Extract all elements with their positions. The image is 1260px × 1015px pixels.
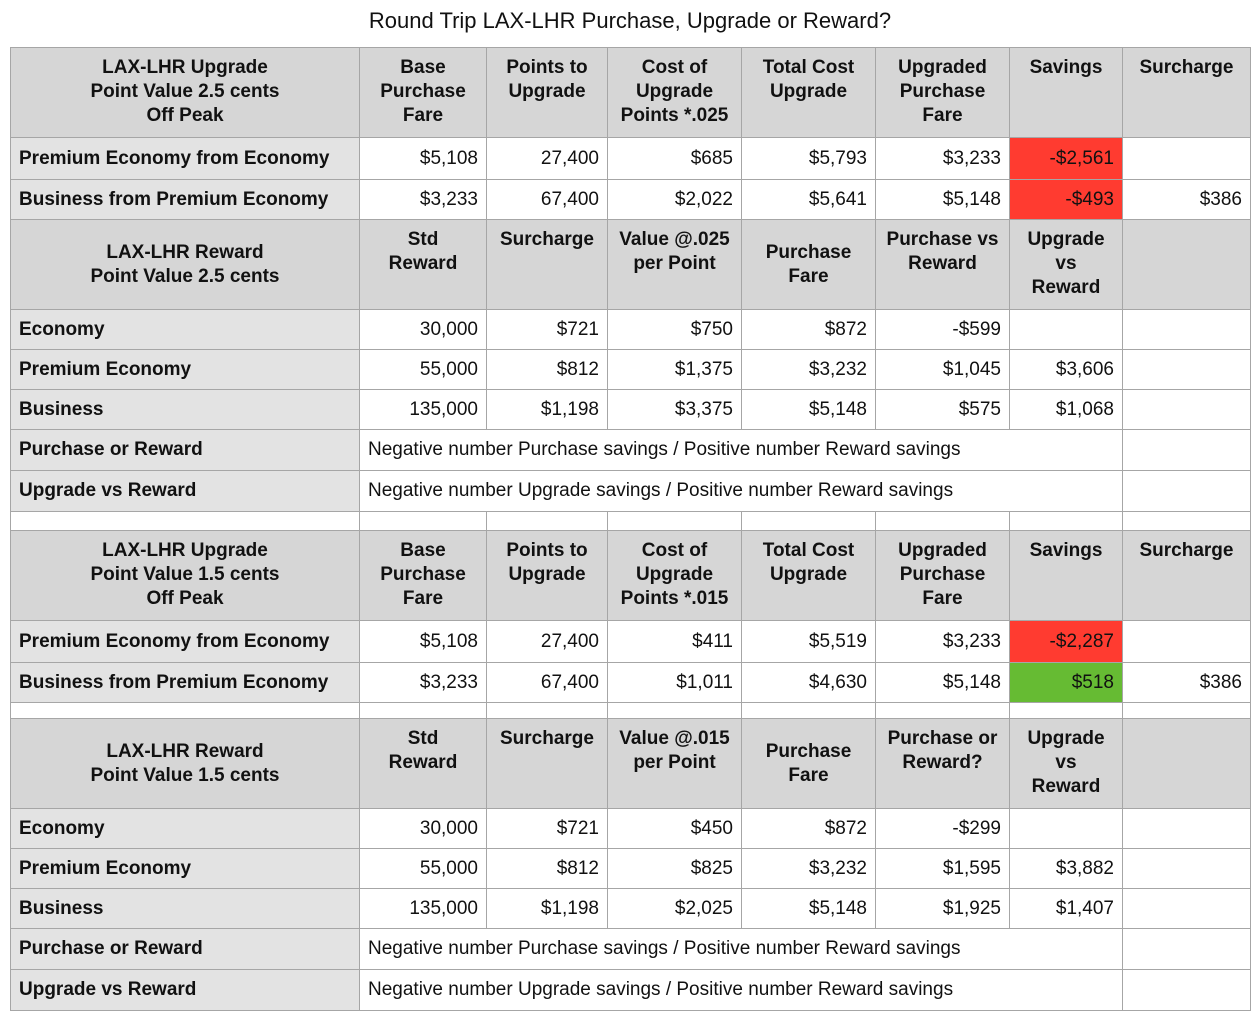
- value-cell: $685: [608, 138, 742, 180]
- value-cell: [1123, 621, 1251, 663]
- value-cell: $1,198: [487, 889, 608, 929]
- header-line: Off Peak: [146, 105, 224, 126]
- spacer-cell: [608, 703, 742, 719]
- fare-comparison-table: [10, 47, 1251, 1011]
- section-header-row: [11, 719, 1251, 809]
- row-label: Business: [11, 390, 360, 430]
- value-cell: [1123, 350, 1251, 390]
- header-line: Upgrade: [635, 564, 714, 585]
- table-row: [11, 138, 1251, 180]
- blank-cell: [1123, 929, 1251, 970]
- header-line: Points to: [506, 540, 588, 561]
- section-header-row: [11, 220, 1251, 310]
- header-line: Points *.015: [620, 588, 729, 609]
- row-label: Premium Economy from Economy: [11, 621, 360, 663]
- table-row: [11, 390, 1251, 430]
- spacer-cell: [360, 703, 487, 719]
- header-line: Surcharge: [1139, 57, 1234, 78]
- value-cell: $3,606: [1010, 350, 1123, 390]
- column-header: [1010, 48, 1123, 138]
- header-line: vs: [1055, 253, 1077, 274]
- value-cell: $5,148: [742, 889, 876, 929]
- column-header: [1123, 719, 1251, 809]
- value-cell: $5,148: [742, 390, 876, 430]
- column-header: [1123, 220, 1251, 310]
- column-header: [360, 531, 487, 621]
- note-row: [11, 970, 1251, 1011]
- column-header: [876, 48, 1010, 138]
- header-line: Upgraded: [898, 57, 987, 78]
- table-row: [11, 180, 1251, 220]
- column-header: [360, 220, 487, 310]
- blank-cell: [1123, 430, 1251, 471]
- header-line: per Point: [633, 253, 716, 274]
- header-line: LAX-LHR Upgrade: [102, 57, 268, 78]
- header-line: Off Peak: [146, 588, 224, 609]
- header-line: Fare: [402, 588, 444, 609]
- value-cell: 135,000: [360, 889, 487, 929]
- value-cell: 30,000: [360, 809, 487, 849]
- value-cell: 55,000: [360, 849, 487, 889]
- value-cell: [1123, 889, 1251, 929]
- header-line: Reward: [388, 253, 458, 274]
- blank-cell: [1123, 970, 1251, 1011]
- column-header: [360, 719, 487, 809]
- value-cell: $5,641: [742, 180, 876, 220]
- value-cell: $411: [608, 621, 742, 663]
- header-line: Point Value 1.5 cents: [90, 564, 280, 585]
- header-line: Upgraded: [898, 540, 987, 561]
- table-row: [11, 809, 1251, 849]
- row-label: Premium Economy: [11, 849, 360, 889]
- spacer-cell: [742, 703, 876, 719]
- value-cell: 27,400: [487, 138, 608, 180]
- spacer-cell: [742, 512, 876, 531]
- value-cell: 27,400: [487, 621, 608, 663]
- header-line: LAX-LHR Upgrade: [102, 540, 268, 561]
- header-line: Base: [400, 57, 446, 78]
- spacer-cell: [11, 512, 360, 531]
- value-cell: $1,595: [876, 849, 1010, 889]
- header-line: Base: [400, 540, 446, 561]
- column-header: [742, 220, 876, 310]
- header-line: Upgrade: [769, 564, 848, 585]
- header-line: Value @.025: [619, 229, 730, 250]
- value-cell: $575: [876, 390, 1010, 430]
- value-cell: $1,011: [608, 663, 742, 703]
- header-line: Purchase: [380, 81, 466, 102]
- value-cell: [1010, 310, 1123, 350]
- note-label: Upgrade vs Reward: [11, 970, 360, 1011]
- header-line: Reward: [1031, 776, 1101, 797]
- value-cell: $386: [1123, 663, 1251, 703]
- value-cell: $5,108: [360, 138, 487, 180]
- column-header: [487, 220, 608, 310]
- value-cell: 135,000: [360, 390, 487, 430]
- header-line: Std: [407, 229, 439, 250]
- row-label: Economy: [11, 310, 360, 350]
- value-cell: $721: [487, 310, 608, 350]
- header-line: Point Value 2.5 cents: [90, 265, 280, 287]
- value-cell: $1,198: [487, 390, 608, 430]
- header-line: Purchase: [899, 81, 986, 102]
- column-header: [1010, 220, 1123, 310]
- row-label: Premium Economy from Economy: [11, 138, 360, 180]
- value-cell: [1123, 310, 1251, 350]
- header-line: Points to: [506, 57, 588, 78]
- header-line: Reward: [388, 752, 458, 773]
- note-row: [11, 471, 1251, 512]
- header-line: Upgrade: [1027, 229, 1105, 250]
- header-line: Upgrade: [508, 564, 586, 585]
- header-line: Point Value 2.5 cents: [90, 81, 280, 102]
- spacer-cell: [360, 512, 487, 531]
- spacer-cell: [608, 512, 742, 531]
- page-title: Round Trip LAX-LHR Purchase, Upgrade or Reward?: [368, 8, 892, 33]
- value-cell: $721: [487, 809, 608, 849]
- header-line: Points *.025: [620, 105, 729, 126]
- spacer-cell: [487, 512, 608, 531]
- value-cell: $3,233: [360, 663, 487, 703]
- header-line: vs: [1055, 752, 1077, 773]
- spacer-cell: [487, 703, 608, 719]
- header-line: Fare: [788, 265, 829, 287]
- row-label: Business: [11, 889, 360, 929]
- row-label: Premium Economy: [11, 350, 360, 390]
- spacer-cell: [11, 703, 360, 719]
- value-cell: $5,148: [876, 180, 1010, 220]
- note-label: Purchase or Reward: [11, 929, 360, 970]
- value-cell: $3,232: [742, 849, 876, 889]
- header-line: Surcharge: [500, 229, 594, 250]
- header-line: Purchase: [899, 564, 986, 585]
- value-cell: $1,068: [1010, 390, 1123, 430]
- value-cell: $1,407: [1010, 889, 1123, 929]
- value-cell: $3,375: [608, 390, 742, 430]
- note-row: [11, 929, 1251, 970]
- value-cell: $3,233: [876, 138, 1010, 180]
- value-cell: [1123, 849, 1251, 889]
- value-cell: $5,793: [742, 138, 876, 180]
- value-cell: $450: [608, 809, 742, 849]
- table-row: [11, 621, 1251, 663]
- spacer-row: [11, 703, 1251, 719]
- note-row: [11, 430, 1251, 471]
- column-header: [742, 48, 876, 138]
- column-header: [1010, 531, 1123, 621]
- column-header: [608, 48, 742, 138]
- value-cell: $5,519: [742, 621, 876, 663]
- savings-cell: -$2,287: [1010, 621, 1123, 663]
- header-line: Purchase: [765, 241, 852, 263]
- value-cell: -$299: [876, 809, 1010, 849]
- value-cell: $2,025: [608, 889, 742, 929]
- header-line: Point Value 1.5 cents: [90, 764, 280, 786]
- savings-cell: -$2,561: [1010, 138, 1123, 180]
- spacer-cell: [1010, 703, 1123, 719]
- column-header: [1123, 531, 1251, 621]
- value-cell: $3,232: [742, 350, 876, 390]
- table-row: [11, 889, 1251, 929]
- savings-cell: $518: [1010, 663, 1123, 703]
- header-line: Fare: [788, 764, 829, 786]
- value-cell: $3,233: [360, 180, 487, 220]
- column-header: [876, 719, 1010, 809]
- note-text: Negative number Upgrade savings / Positive number Reward savings: [360, 471, 1123, 512]
- header-line: Upgrade: [1027, 728, 1105, 749]
- header-line: Fare: [402, 105, 444, 126]
- value-cell: [1123, 390, 1251, 430]
- column-header: [487, 531, 608, 621]
- section-title-header: [11, 48, 360, 138]
- value-cell: $750: [608, 310, 742, 350]
- header-line: Upgrade: [508, 81, 586, 102]
- column-header: [608, 531, 742, 621]
- table-row: [11, 849, 1251, 889]
- value-cell: $3,882: [1010, 849, 1123, 889]
- row-label: Economy: [11, 809, 360, 849]
- value-cell: [1010, 809, 1123, 849]
- table-row: [11, 350, 1251, 390]
- spacer-cell: [1123, 703, 1251, 719]
- column-header: [1123, 48, 1251, 138]
- value-cell: $5,148: [876, 663, 1010, 703]
- note-text: Negative number Upgrade savings / Positive number Reward savings: [360, 970, 1123, 1011]
- spacer-cell: [876, 512, 1010, 531]
- header-line: Savings: [1029, 540, 1103, 561]
- header-line: Std: [407, 728, 439, 749]
- header-line: LAX-LHR Reward: [106, 241, 264, 263]
- note-text: Negative number Purchase savings / Positive number Reward savings: [360, 929, 1123, 970]
- header-line: Surcharge: [1139, 540, 1234, 561]
- header-line: Purchase: [765, 740, 852, 762]
- header-line: Purchase: [380, 564, 466, 585]
- spacer-cell: [876, 703, 1010, 719]
- value-cell: $1,925: [876, 889, 1010, 929]
- savings-cell: -$493: [1010, 180, 1123, 220]
- note-label: Purchase or Reward: [11, 430, 360, 471]
- section-title-header: [11, 719, 360, 809]
- column-header: [487, 719, 608, 809]
- header-line: Purchase or: [887, 728, 998, 749]
- value-cell: -$599: [876, 310, 1010, 350]
- column-header: [876, 220, 1010, 310]
- header-line: Upgrade: [769, 81, 848, 102]
- note-label: Upgrade vs Reward: [11, 471, 360, 512]
- value-cell: 67,400: [487, 180, 608, 220]
- value-cell: [1123, 138, 1251, 180]
- table-row: [11, 663, 1251, 703]
- header-line: Reward: [908, 253, 977, 274]
- header-line: Surcharge: [500, 728, 594, 749]
- header-line: LAX-LHR Reward: [106, 740, 264, 762]
- header-line: Total Cost: [762, 540, 855, 561]
- row-label: Business from Premium Economy: [11, 663, 360, 703]
- value-cell: 30,000: [360, 310, 487, 350]
- blank-cell: [1123, 471, 1251, 512]
- value-cell: $812: [487, 350, 608, 390]
- value-cell: $4,630: [742, 663, 876, 703]
- header-line: Cost of: [641, 540, 708, 561]
- column-header: [487, 48, 608, 138]
- header-line: Reward?: [902, 752, 983, 773]
- column-header: [742, 719, 876, 809]
- value-cell: $1,045: [876, 350, 1010, 390]
- header-line: Savings: [1029, 57, 1103, 78]
- row-label: Business from Premium Economy: [11, 180, 360, 220]
- column-header: [608, 719, 742, 809]
- header-line: Reward: [1031, 277, 1101, 298]
- spacer-cell: [1010, 512, 1123, 531]
- value-cell: $2,022: [608, 180, 742, 220]
- value-cell: $1,375: [608, 350, 742, 390]
- value-cell: $872: [742, 310, 876, 350]
- section-header-row: [11, 531, 1251, 621]
- value-cell: $5,108: [360, 621, 487, 663]
- header-line: Value @.015: [619, 728, 730, 749]
- header-line: Upgrade: [635, 81, 714, 102]
- section-header-row: [11, 48, 1251, 138]
- value-cell: [1123, 809, 1251, 849]
- value-cell: $872: [742, 809, 876, 849]
- spacer-row: [11, 512, 1251, 531]
- section-title-header: [11, 220, 360, 310]
- spacer-cell: [1123, 512, 1251, 531]
- value-cell: $825: [608, 849, 742, 889]
- header-line: Purchase vs: [886, 229, 999, 250]
- header-line: Cost of: [641, 57, 708, 78]
- header-line: Fare: [922, 588, 963, 609]
- header-line: per Point: [633, 752, 716, 773]
- value-cell: 67,400: [487, 663, 608, 703]
- column-header: [360, 48, 487, 138]
- value-cell: $3,233: [876, 621, 1010, 663]
- header-line: Fare: [922, 105, 963, 126]
- column-header: [742, 531, 876, 621]
- note-text: Negative number Purchase savings / Positive number Reward savings: [360, 430, 1123, 471]
- column-header: [876, 531, 1010, 621]
- value-cell: $812: [487, 849, 608, 889]
- value-cell: 55,000: [360, 350, 487, 390]
- header-line: Total Cost: [762, 57, 855, 78]
- column-header: [1010, 719, 1123, 809]
- table-row: [11, 310, 1251, 350]
- column-header: [608, 220, 742, 310]
- section-title-header: [11, 531, 360, 621]
- value-cell: $386: [1123, 180, 1251, 220]
